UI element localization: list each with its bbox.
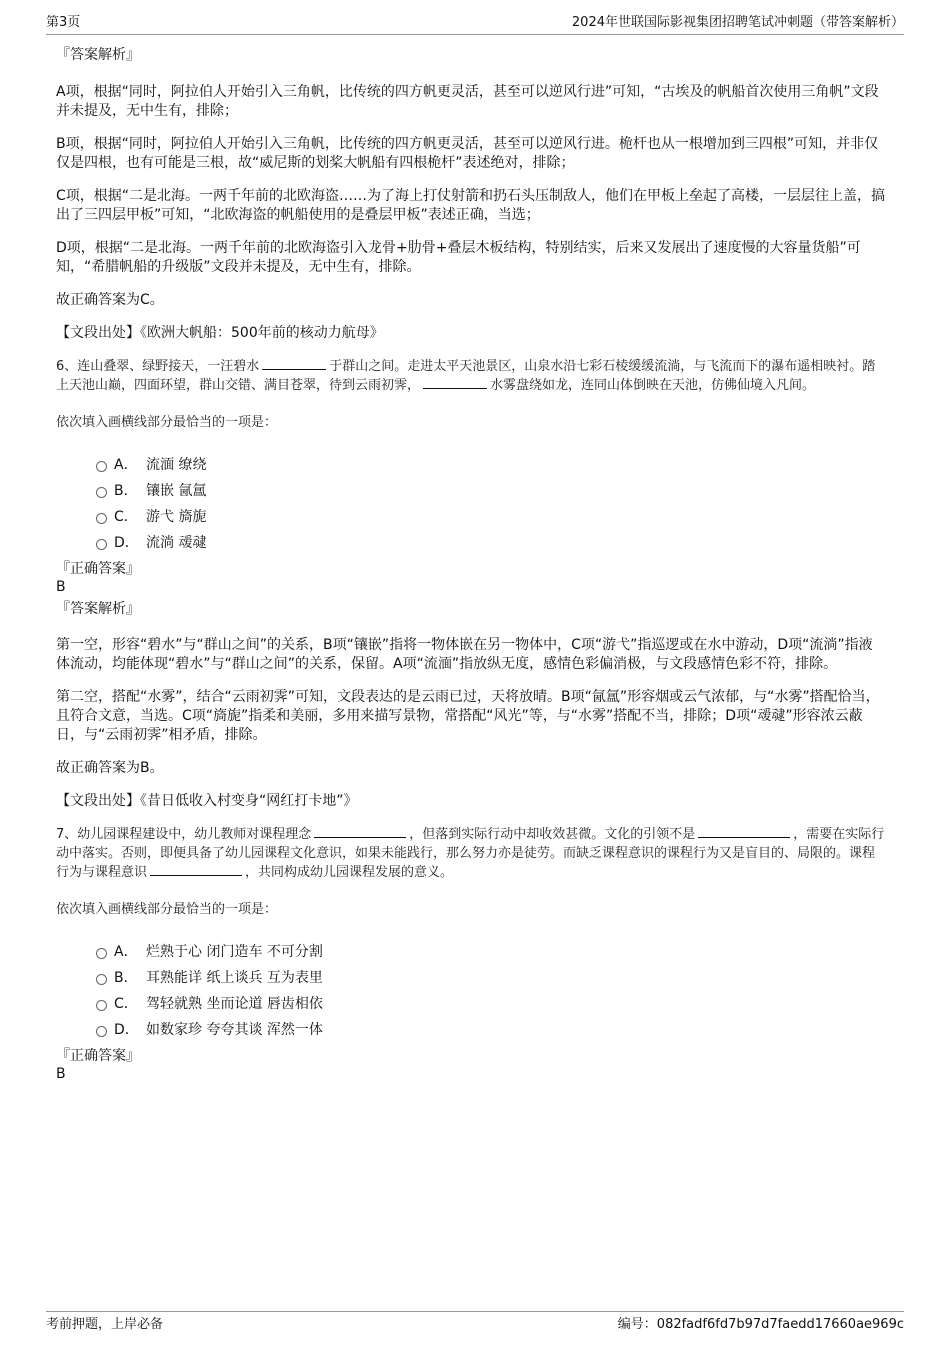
radio-icon[interactable] [96, 539, 107, 550]
q5-conclusion: 故正确答案为C。 [56, 292, 164, 308]
q5-analysis-c: C项，根据“二是北海。一两千年前的北欧海盗……为了海上打仗射箭和扔石头压制敌人，他们在甲板上垒起了高楼，一层层往上盖，搞出了三四层甲板”可知，“北欧海盗的帆船使用的是叠层甲板”表述正确，当选； [56, 188, 886, 223]
q6-analysis-label: 『答案解析』 [56, 601, 140, 617]
q7-stem-part-3: ，需要在实际行动中落实。否则，即便具备了幼儿园课程文化意识，如果未能践行，那么努力亦是徒劳。而缺乏课程意识的课程行为又是盲目的、局限的。课程行为与课程意识 [56, 827, 885, 880]
q6-option-a[interactable]: A． 流湎 缭绕 [96, 452, 886, 478]
q6-analysis-2: 第二空，搭配“水雾”，结合“云雨初霁”可知，文段表达的是云雨已过，天将放晴。B项“氤氲”形容烟或云气浓郁，与“水雾”搭配恰当，且符合文意，当选。C项“旖旎”指柔和美丽，多用来描写景物，常搭配“风光”等，与“水雾”搭配不当，排除；D项“叆叇”形容浓云蔽日，与“云雨初霁”相矛盾，排除。 [56, 689, 880, 743]
q7-option-a[interactable]: A． 烂熟于心 闭门造车 不可分割 [96, 939, 886, 965]
q7-prompt: 依次填入画横线部分最恰当的一项是： [56, 902, 278, 917]
q6-option-c[interactable]: C． 游弋 旖旎 [96, 504, 886, 530]
q5-analysis-a: A项，根据“同时，阿拉伯人开始引入三角帆，比传统的四方帆更灵活，甚至可以逆风行进”可知，“古埃及的帆船首次使用三角帆”文段并未提及，无中生有，排除； [56, 84, 879, 119]
q6-stem-part-2: 于群山之间。走进太平天池景区，山泉水沿七彩石棱缓缓流淌，与飞流而下的瀑布遥相映衬。踏上天池山巅，四面环望，群山交错、满目苍翠，待到云雨初霁， [56, 359, 876, 393]
q7-blank-1 [314, 825, 406, 838]
radio-icon[interactable] [96, 974, 107, 985]
footer-slogan: 考前押题，上岸必备 [46, 1317, 164, 1332]
document-id: 编号：082fadf6fd7b97d7faedd17660ae969c [617, 1317, 904, 1332]
q6-conclusion: 故正确答案为B。 [56, 760, 164, 776]
q5-analysis-d: D项，根据“二是北海。一两千年前的北欧海盗引入龙骨+肋骨+叠层木板结构，特别结实，后来又发展出了速度慢的大容量货船”可知，“希腊帆船的升级版”文段并未提及，无中生有，排除。 [56, 240, 861, 275]
q7-stem-part-2: ，但落到实际行动中却收效甚微。文化的引领不是 [409, 827, 696, 842]
q6-source: 【文段出处】《昔日低收入村变身“网红打卡地”》 [56, 793, 358, 809]
q6-analysis-1: 第一空，形容“碧水”与“群山之间”的关系，B项“镶嵌”指将一物体嵌在另一物体中，C项“游弋”指巡逻或在水中游动，D项“流淌”指液体流动，均能体现“碧水”与“群山之间”的关系，保留。A项“流湎”指放纵无度，感情色彩偏消极，与文段感情色彩不符，排除。 [56, 637, 873, 672]
radio-icon[interactable] [96, 948, 107, 959]
radio-icon[interactable] [96, 1026, 107, 1037]
q7-options [96, 939, 886, 1043]
q6-prompt: 依次填入画横线部分最恰当的一项是： [56, 415, 278, 430]
q7-option-b[interactable]: B． 耳熟能详 纸上谈兵 互为表里 [96, 965, 886, 991]
q7-answer-label: 『正确答案』 [56, 1048, 140, 1064]
radio-icon[interactable] [96, 513, 107, 524]
q6-stem-part-3: 水雾盘绕如龙，连同山体倒映在天池，仿佛仙境入凡间。 [490, 378, 816, 393]
q6-stem [56, 357, 886, 395]
q7-option-c[interactable]: C． 驾轻就熟 坐而论道 唇齿相依 [96, 991, 886, 1017]
q5-source: 【文段出处】《欧洲大帆船：500年前的核动力航母》 [56, 325, 384, 341]
q6-option-d[interactable]: D． 流淌 叆叇 [96, 530, 886, 556]
document-title: 2024年世联国际影视集团招聘笔试冲刺题（带答案解析） [571, 15, 904, 30]
radio-icon[interactable] [96, 487, 107, 498]
page-footer [46, 1311, 904, 1334]
q6-blank-1 [262, 357, 326, 370]
q6-answer-label: 『正确答案』 [56, 561, 140, 577]
q7-blank-3 [150, 863, 242, 876]
q6-stem-part-1: 6、连山叠翠、绿野接天，一汪碧水 [56, 359, 260, 374]
q7-blank-2 [698, 825, 790, 838]
q7-stem [56, 825, 886, 882]
page-header [46, 14, 904, 35]
q6-option-b[interactable]: B． 镶嵌 氤氲 [96, 478, 886, 504]
document-body [56, 46, 886, 1083]
q7-stem-part-4: ，共同构成幼儿园课程发展的意义。 [245, 865, 454, 880]
q7-option-d[interactable]: D． 如数家珍 夸夸其谈 浑然一体 [96, 1017, 886, 1043]
q5-analysis-label: 『答案解析』 [56, 47, 140, 63]
q6-options [96, 452, 886, 556]
q7-answer: B [56, 1066, 66, 1082]
radio-icon[interactable] [96, 1000, 107, 1011]
radio-icon[interactable] [96, 461, 107, 472]
q7-stem-part-1: 7、幼儿园课程建设中，幼儿教师对课程理念 [56, 827, 312, 842]
q5-analysis-b: B项，根据“同时，阿拉伯人开始引入三角帆，比传统的四方帆更灵活，甚至可以逆风行进。桅杆也从一根增加到三四根”可知，并非仅仅是四根，也有可能是三根，故“威尼斯的划桨大帆船有四根桅杆”表述绝对，排除； [56, 136, 879, 171]
q6-blank-2 [423, 376, 487, 389]
page-number: 第3页 [46, 15, 81, 30]
q6-answer: B [56, 579, 66, 595]
